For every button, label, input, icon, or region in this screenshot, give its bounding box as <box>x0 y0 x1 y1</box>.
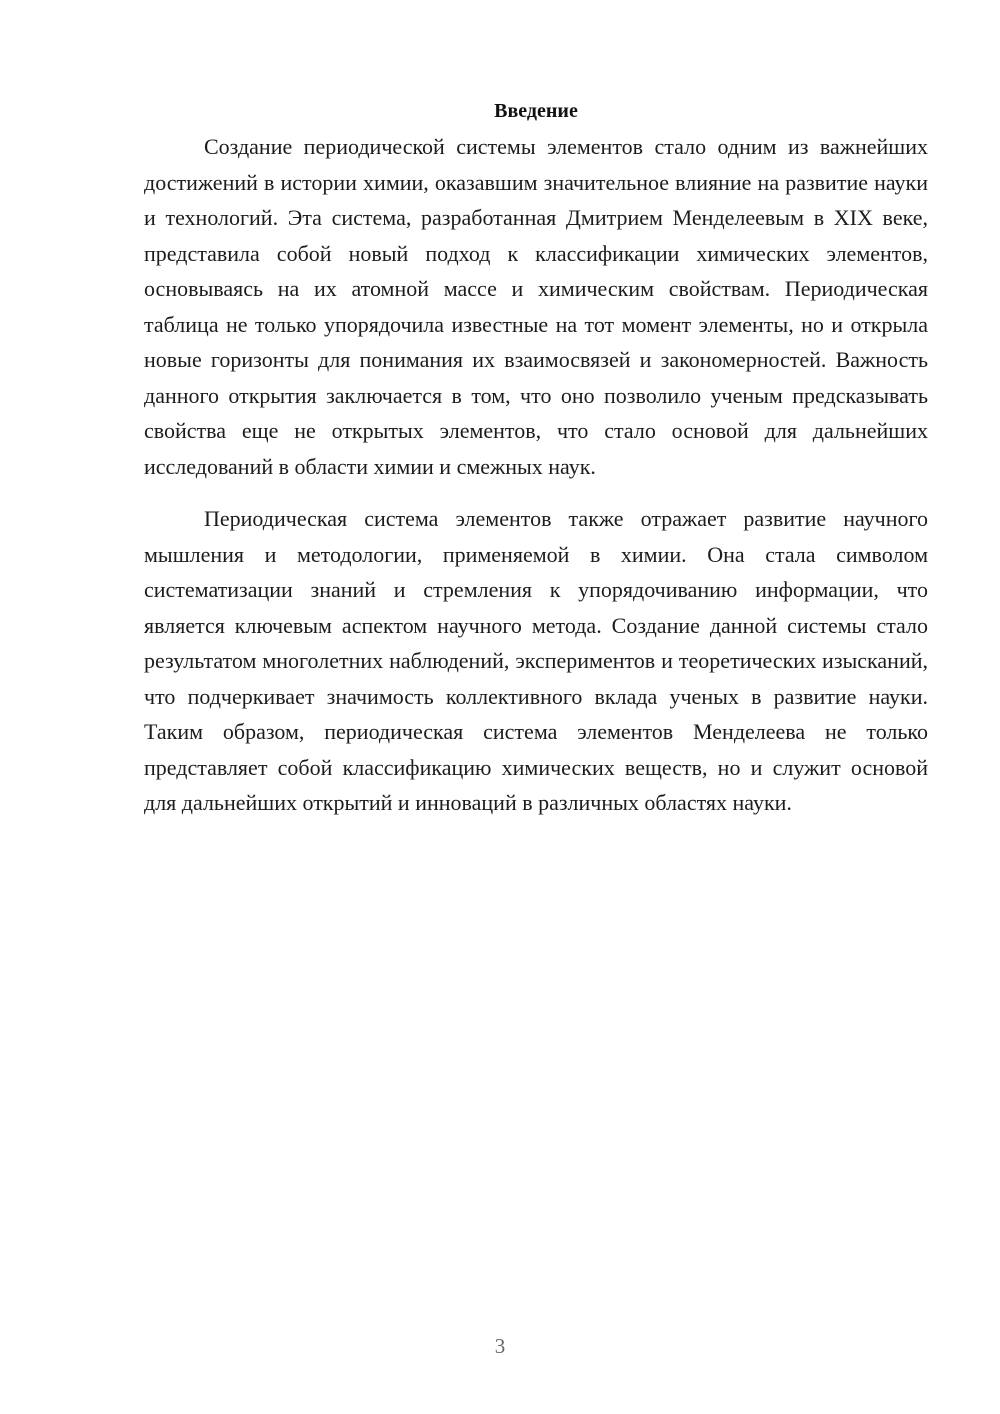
page-body <box>144 96 928 821</box>
intro-paragraph-1: Создание периодической системы элементов стало одним из важнейших достижений в истории химии, оказавшим значительное влияние на развитие науки и технологий. Эта система, разработанная Дмитрием Менделеевым в XIX веке, представила собой новый подход к классификации химических элементов, основываясь на их атомной массе и химическим свойствам. Периодическая таблица не только упорядочила известные на тот момент элементы, но и открыла новые горизонты для понимания их взаимосвязей и закономерностей. Важность данного открытия заключается в том, что оно позволило ученым предсказывать свойства еще не открытых элементов, что стало основой для дальнейших исследований в области химии и смежных наук. <box>144 134 928 479</box>
intro-paragraph-2: Периодическая система элементов также отражает развитие научного мышления и методологии, применяемой в химии. Она стала символом систематизации знаний и стремления к упорядочиванию информации, что является ключевым аспектом научного метода. Создание данной системы стало результатом многолетних наблюдений, экспериментов и теоретических изысканий, что подчеркивает значимость коллективного вклада ученых в развитие науки. Таким образом, периодическая система элементов Менделеева не только представляет собой классификацию химических веществ, но и служит основой для дальнейших открытий и инноваций в различных областях науки. <box>144 506 928 815</box>
page-number: 3 <box>494 1334 506 1358</box>
section-title: Введение <box>494 100 578 122</box>
